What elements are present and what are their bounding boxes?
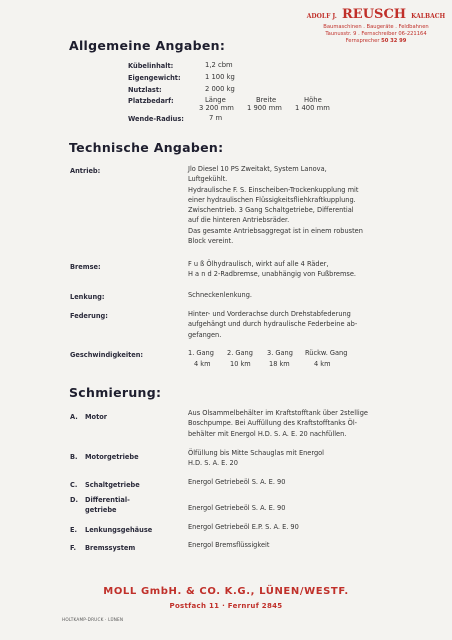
footer-printer: HOLTKAMP-DRUCK · LÜNEN bbox=[62, 617, 124, 622]
lub-a-line: behälter mit Energol H.D. S. A. E. 20 nachfüllen. bbox=[188, 429, 347, 438]
col-laenge: Länge bbox=[205, 96, 226, 104]
antrieb-label: Antrieb: bbox=[70, 167, 101, 175]
antrieb-line: Jlo Diesel 10 PS Zweitakt, System Lanova, bbox=[188, 165, 327, 173]
gear-4-name: Rückw. Gang bbox=[305, 349, 348, 357]
lub-c-label: Schaltgetriebe bbox=[85, 481, 140, 489]
lub-d-label-2: getriebe bbox=[85, 506, 117, 514]
antrieb-line: Das gesamte Antriebsaggregat ist in einem robusten bbox=[188, 226, 363, 235]
lubrication-title: Schmierung: bbox=[69, 385, 162, 400]
lub-e-text: Energol Getriebeöl E.P. S. A. E. 90 bbox=[188, 523, 299, 531]
footer-company: MOLL GmbH. & CO. K.G., LÜNEN/WESTF. bbox=[103, 586, 349, 597]
lub-d-label: Differential- bbox=[85, 496, 130, 504]
lub-f-letter: F. bbox=[70, 544, 77, 552]
dealer-phone-number: 50 32 99 bbox=[381, 38, 407, 44]
federung-text bbox=[188, 309, 357, 340]
dealer-stamp bbox=[306, 6, 446, 45]
wende-value: 7 m bbox=[209, 114, 223, 122]
lub-a-line: Aus Olsammelbehälter im Kraftstofftank über 2stellige bbox=[188, 409, 368, 417]
nutz-value: 2 000 kg bbox=[205, 85, 235, 93]
dealer-line-2: Taunusstr. 9 . Fernschreiber 06-221164 bbox=[325, 31, 427, 37]
kubik-label: Kübelinhalt: bbox=[128, 62, 174, 70]
gear-4-speed: 4 km bbox=[314, 360, 331, 368]
col-hoehe: Höhe bbox=[304, 96, 322, 104]
lub-c-letter: C. bbox=[70, 481, 78, 489]
bremse-label: Bremse: bbox=[70, 263, 101, 271]
dealer-name-line bbox=[306, 6, 446, 24]
gear-1-name: 1. Gang bbox=[188, 349, 214, 357]
dealer-name: REUSCH bbox=[342, 7, 407, 22]
speed-label: Geschwindigkeiten: bbox=[70, 351, 144, 359]
dealer-line-1: Baumaschinen . Baugeräte . Feldbahnen bbox=[323, 24, 429, 30]
gear-3-speed: 18 km bbox=[269, 360, 290, 368]
federung-label: Federung: bbox=[70, 312, 108, 320]
antrieb-line: Zwischentrieb. 3 Gang Schaltgetriebe, Differential bbox=[188, 206, 354, 215]
antrieb-line: Luftgekühlt. bbox=[188, 175, 228, 184]
dealer-phone-label: Fernsprecher bbox=[345, 38, 380, 44]
laenge-value: 3 200 mm bbox=[199, 104, 234, 112]
kubik-value: 1,2 cbm bbox=[205, 61, 233, 69]
hoehe-value: 1 400 mm bbox=[295, 104, 330, 112]
platz-label: Platzbedarf: bbox=[128, 97, 174, 105]
bremse-line: H a n d 2-Radbremse, unabhängig von Fußbremse. bbox=[188, 270, 356, 279]
gear-2-name: 2. Gang bbox=[227, 349, 253, 357]
lub-a-text bbox=[188, 408, 368, 439]
federung-line: aufgehängt und durch hydraulische Federbeine ab- bbox=[188, 320, 358, 329]
lenkung-label: Lenkung: bbox=[70, 293, 105, 301]
antrieb-line: Block vereint. bbox=[188, 237, 234, 246]
antrieb-line: auf die hinteren Antriebsräder. bbox=[188, 216, 290, 225]
lub-b-text bbox=[188, 448, 324, 469]
federung-line: Hinter- und Vorderachse durch Drehstabfederung bbox=[188, 310, 351, 318]
lub-a-label: Motor bbox=[85, 413, 108, 421]
lub-f-label: Bremssystem bbox=[85, 544, 136, 552]
lub-e-letter: E. bbox=[70, 526, 78, 534]
lub-d-letter: D. bbox=[70, 496, 78, 504]
lub-a-line: Boschpumpe. Bei Auffüllung des Kraftstofftanks Öl- bbox=[188, 419, 358, 428]
bremse-line: F u ß Ölhydraulisch, wirkt auf alle 4 Räder, bbox=[188, 260, 329, 268]
col-breite: Breite bbox=[256, 96, 277, 104]
wende-label: Wende-Radius: bbox=[128, 115, 184, 123]
technical-title: Technische Angaben: bbox=[69, 140, 224, 155]
breite-value: 1 900 mm bbox=[247, 104, 282, 112]
gear-1-speed: 4 km bbox=[194, 360, 211, 368]
gear-2-speed: 10 km bbox=[230, 360, 251, 368]
lub-c-text: Energol Getriebeöl S. A. E. 90 bbox=[188, 478, 286, 486]
antrieb-line: einer hydraulischen Flüssigkeitsfliehkraftkupplung. bbox=[188, 195, 356, 204]
bremse-text bbox=[188, 259, 356, 280]
lub-b-label: Motorgetriebe bbox=[85, 453, 139, 461]
nutz-label: Nutzlast: bbox=[128, 86, 162, 94]
lub-f-text: Energol Bremsflüssigkeit bbox=[188, 541, 270, 549]
dealer-city: KALBACH bbox=[411, 13, 446, 20]
antrieb-text bbox=[188, 164, 363, 246]
footer-address: Postfach 11 · Fernruf 2845 bbox=[169, 602, 283, 610]
dealer-prefix: ADOLF J. bbox=[306, 13, 337, 20]
lub-e-label: Lenkungsgehäuse bbox=[85, 526, 153, 534]
antrieb-line: Hydraulische F. S. Einscheiben-Trockenkupplung mit bbox=[188, 185, 359, 194]
lub-a-letter: A. bbox=[70, 413, 78, 421]
general-title: Allgemeine Angaben: bbox=[69, 38, 226, 53]
dealer-line-3 bbox=[306, 38, 446, 45]
lub-b-letter: B. bbox=[70, 453, 78, 461]
federung-line: gefangen. bbox=[188, 330, 222, 339]
eigen-value: 1 100 kg bbox=[205, 73, 235, 81]
gear-3-name: 3. Gang bbox=[267, 349, 293, 357]
lub-d-text: Energol Getriebeöl S. A. E. 90 bbox=[188, 504, 286, 512]
lub-b-line: Ölfüllung bis Mitte Schauglas mit Energol bbox=[188, 449, 325, 457]
lenkung-value: Schneckenlenkung. bbox=[188, 291, 252, 299]
eigen-label: Eigengewicht: bbox=[128, 74, 181, 82]
lub-b-line: H.D. S. A. E. 20 bbox=[188, 459, 238, 468]
